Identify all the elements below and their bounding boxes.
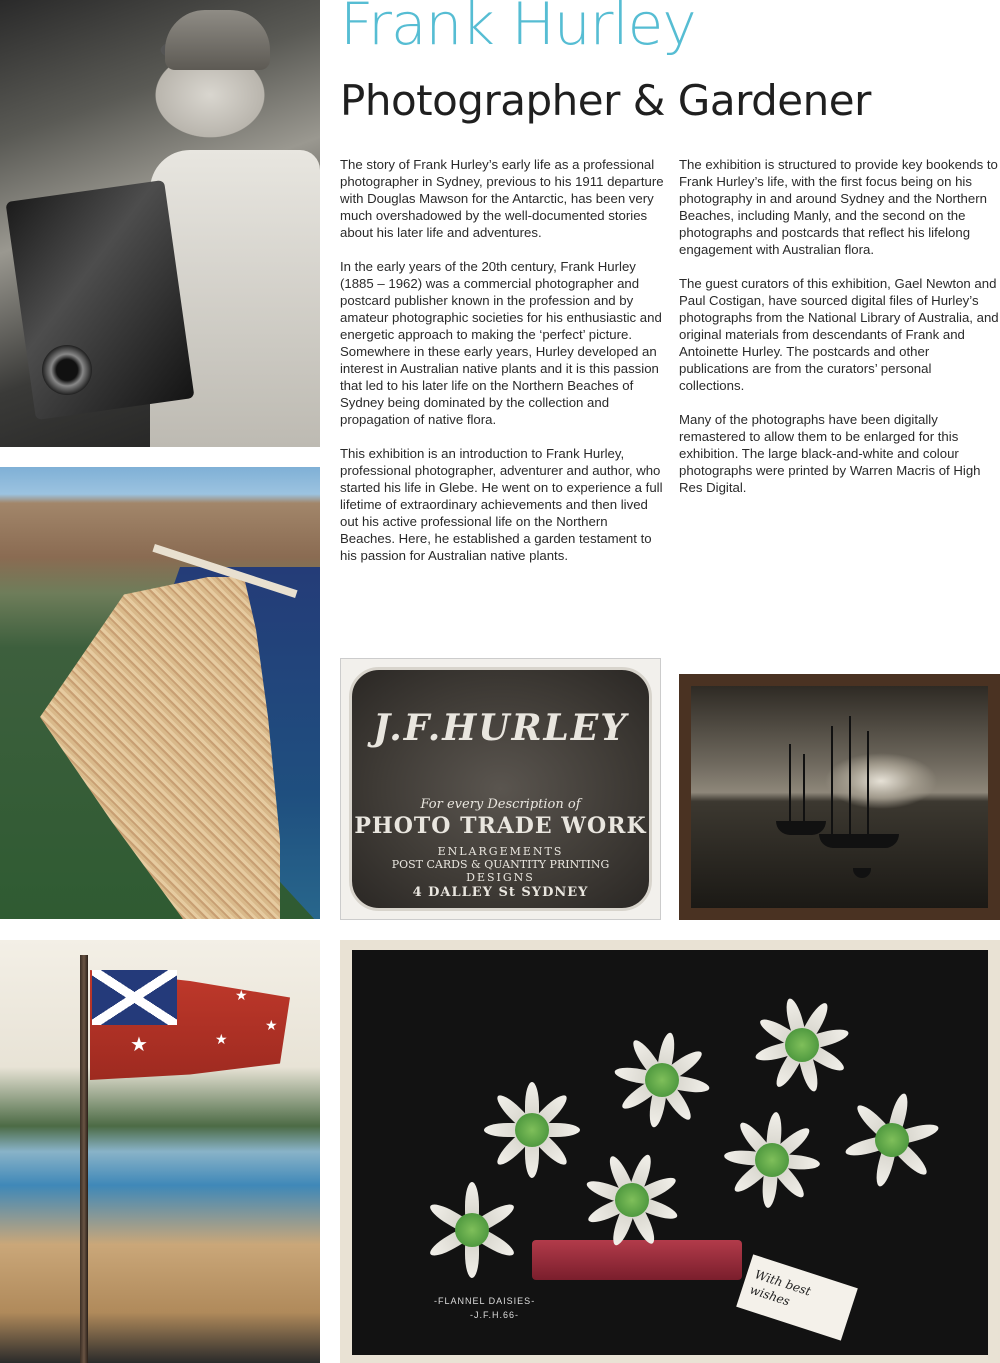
union-jack-canton bbox=[92, 970, 177, 1025]
ship-hull bbox=[819, 834, 899, 848]
card-service-1: ENLARGEMENTS bbox=[437, 845, 564, 858]
daisies-caption-title: -FLANNEL DAISIES- bbox=[434, 1296, 536, 1306]
card-service-3: DESIGNS bbox=[466, 871, 535, 884]
paragraph: The exhibition is structured to provide key bookends to Frank Hurley’s life, with the first focus being on his photography in and around Sydney and the Northern Beaches, including Manly, and the second on the photographs and postcards that reflect his lifelong engagement with Australian flora. bbox=[679, 157, 998, 257]
paragraph: In the early years of the 20th century, Frank Hurley (1885 – 1962) was a commercial photographer and postcard publisher known in the profession and by amateur photographic societies for his enthusiastic and energetic approach to making the ‘perfect’ picture. Somewhere in these early years, Hurley developed an interest in Australian native plants and it is this passion that led to his later life on the Northern Beaches of Sydney being dominated by the collection and propagation of native flora. bbox=[340, 259, 662, 427]
paragraph: The story of Frank Hurley’s early life as a professional photographer in Sydney, previous to his 1911 departure with Douglas Mawson for the Antarctic, has been very much overshadowed by the well-documented stories about his later life and adventures. bbox=[340, 157, 664, 240]
flannel-daisies-postcard-image bbox=[340, 940, 1000, 1363]
sailing-ships-sunset-photo bbox=[679, 674, 1000, 920]
jf-hurley-trade-card-image bbox=[340, 658, 661, 920]
card-service-2: POST CARDS & QUANTITY PRINTING bbox=[391, 858, 610, 871]
page-title: Frank Hurley bbox=[340, 0, 696, 58]
ship-mast bbox=[849, 716, 851, 836]
portrait-camera bbox=[5, 180, 194, 420]
portrait-camera-lens bbox=[42, 345, 92, 395]
body-left-column bbox=[340, 156, 665, 581]
flag-pole bbox=[80, 955, 88, 1363]
flag-star: ★ bbox=[130, 1034, 148, 1056]
card-tagline: For every Description of bbox=[420, 797, 581, 812]
ship-mast bbox=[831, 726, 833, 836]
card-name: J.F.HURLEY bbox=[372, 707, 629, 749]
page-subtitle: Photographer & Gardener bbox=[340, 76, 871, 125]
rowboat bbox=[853, 868, 871, 878]
paragraph: Many of the photographs have been digitally remastered to allow them to be enlarged for this exhibition. The large black-and-white and colour photographs were printed by Warren Macris of High Res Digital. bbox=[679, 412, 981, 495]
flag-star: ★ bbox=[235, 987, 248, 1003]
paragraph: This exhibition is an introduction to Frank Hurley, professional photographer, adventurer and author, who started his life in Glebe. He went on to experience a full lifetime of extraordinary achievements and then lived out his active professional life on the Northern Beaches. Here, he established a garden testament to his passion for Australian native plants. bbox=[340, 446, 663, 563]
ship-hull bbox=[776, 821, 826, 835]
flag-star: ★ bbox=[215, 1031, 228, 1047]
daisies-caption-code: -J.F.H.66- bbox=[470, 1310, 520, 1320]
beach-sand bbox=[40, 577, 280, 919]
card-trade: PHOTO TRADE WORK bbox=[354, 813, 647, 839]
ship-mast bbox=[803, 754, 805, 824]
flag-star: ★ bbox=[265, 1017, 278, 1033]
manly-beach-aerial-photo bbox=[0, 467, 320, 919]
ships-photo-print bbox=[691, 686, 988, 908]
ship-mast bbox=[789, 744, 791, 824]
paragraph: The guest curators of this exhibition, Gael Newton and Paul Costigan, have sourced digital files of Hurley’s photographs from the National Library of Australia, and original materials from descendants of Frank and Antoinette Hurley. The postcards and other publications are from the curators’ personal collections. bbox=[679, 276, 999, 393]
body-right-column bbox=[679, 156, 1000, 513]
card-address: 4 DALLEY St SYDNEY bbox=[412, 885, 589, 900]
photographer-portrait-photo bbox=[0, 0, 320, 447]
portrait-hat bbox=[165, 10, 270, 70]
with-best-wishes-note: With best wishes bbox=[736, 1254, 858, 1340]
flag-beach-parade-photo bbox=[0, 940, 320, 1363]
ribbon-box bbox=[532, 1240, 742, 1280]
daisies-photo-print bbox=[352, 950, 988, 1355]
ship-mast bbox=[867, 731, 869, 836]
daisies-caption bbox=[434, 1294, 535, 1322]
